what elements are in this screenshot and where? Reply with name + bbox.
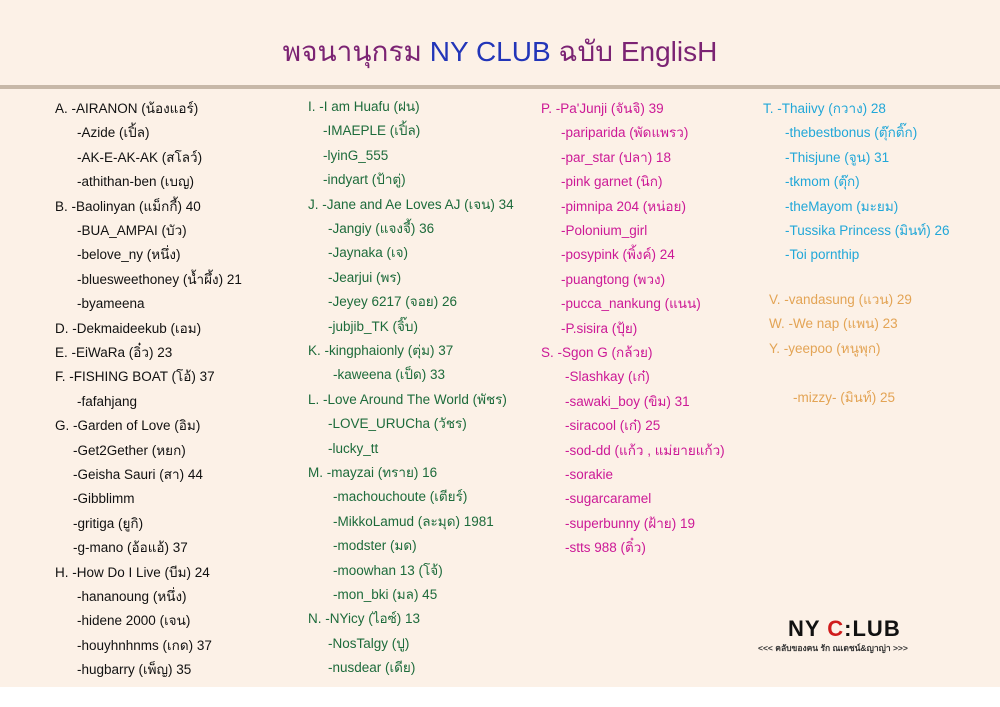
list-item: -BUA_AMPAI (บัว) — [77, 223, 187, 238]
logo-ny: NY — [788, 616, 828, 641]
logo-tagline: <<< คลับของคน รัก ณเดชน์&ญาญ่า >>> — [758, 643, 908, 653]
list-item: E. -EiWaRa (อิ๋ว) 23 — [55, 345, 173, 360]
list-item: N. -NYicy (ไอซ์) 13 — [308, 611, 421, 627]
list-item: -par_star (ปลา) 18 — [561, 149, 671, 165]
list-item: -puangtong (พวง) — [561, 271, 666, 287]
list-item: -mon_bki (มล) 45 — [333, 587, 438, 602]
list-item: -Toi pornthip — [785, 247, 860, 263]
title-bar — [0, 28, 1000, 78]
list-item: B. -Baolinyan (แม็กกี้) 40 — [55, 198, 201, 214]
list-item: A. -AIRANON (น้องแอร์) — [55, 101, 199, 116]
list-item: -stts 988 (ติ๋ว) — [565, 540, 646, 556]
list-item: -lyinG_555 — [323, 147, 389, 163]
list-item: -Get2Gether (หยก) — [73, 442, 186, 458]
ny-club-logo — [758, 616, 938, 654]
list-item: -sugarcaramel — [565, 491, 652, 507]
list-item: -moowhan 13 (โจ้) — [333, 562, 443, 578]
list-item: -pucca_nankung (แนน) — [561, 296, 701, 312]
list-item: -Jeyey 6217 (จอย) 26 — [328, 294, 457, 310]
list-item: -kaweena (เป็ด) 33 — [333, 367, 445, 383]
list-item: -Polonium_girl — [561, 223, 648, 238]
list-item: T. -Thaiivy (กวาง) 28 — [763, 101, 886, 116]
list-item: Y. -yeepoo (หนูพุก) — [769, 340, 881, 356]
list-item: -NosTalgy (ปู) — [328, 635, 410, 651]
list-item: K. -kingphaionly (ตุ่ม) 37 — [308, 343, 454, 358]
list-item: -bluesweethoney (น้ำผึ้ง) 21 — [77, 271, 242, 287]
list-item: S. -Sgon G (กล้วย) — [541, 345, 653, 360]
list-item: -machouchoute (เตียร์) — [333, 489, 468, 505]
list-item: -IMAEPLE (เปิ้ล) — [323, 123, 421, 139]
list-item: -posypink (พิ้งค์) 24 — [561, 247, 675, 263]
title-part-thai: พจนานุกรม — [282, 36, 430, 67]
list-item: -Gibblimm — [73, 491, 135, 507]
list-item: -LOVE_URUCha (วัชร) — [328, 416, 467, 432]
list-item: -pariparida (พัดแพรว) — [561, 125, 689, 141]
title-part-english: ฉบับ EnglisH — [550, 36, 718, 67]
logo-lub: :LUB — [844, 616, 901, 641]
logo-c: C — [827, 616, 845, 641]
list-item: -Thisjune (จูน) 31 — [785, 149, 890, 165]
list-item: -siracool (เก๋) 25 — [565, 418, 661, 434]
list-item: V. -vandasung (แวน) 29 — [769, 292, 912, 307]
list-item: -modster (มด) — [333, 538, 417, 554]
list-item: L. -Love Around The World (พัชร) — [308, 391, 507, 407]
logo-wordmark — [758, 616, 938, 642]
list-item: -hananoung (หนึ่ง) — [77, 589, 187, 604]
list-item: -Slashkay (เก๋) — [565, 369, 650, 385]
list-item: -belove_ny (หนึ่ง) — [77, 247, 181, 263]
list-item: -gritiga (ยูกิ) — [73, 515, 144, 531]
list-item: -MikkoLamud (ละมุด) 1981 — [333, 513, 494, 529]
list-item: D. -Dekmaideekub (เอม) — [55, 320, 202, 336]
list-item: -Jaynaka (เจ) — [328, 245, 409, 261]
list-item: -pink garnet (นิก) — [561, 174, 663, 190]
title-divider — [0, 85, 1000, 89]
list-item: F. -FISHING BOAT (โอ้) 37 — [55, 369, 215, 385]
list-item: I. -I am Huafu (ฝน) — [308, 99, 420, 114]
list-item: H. -How Do I Live (บีม) 24 — [55, 564, 210, 580]
list-item: -athithan-ben (เบญ) — [77, 174, 194, 190]
list-item: -Jearjui (พร) — [328, 269, 402, 285]
list-item: -Azide (เปิ้ล) — [77, 125, 150, 141]
list-item: -nusdear (เดีย) — [328, 660, 416, 676]
list-item: -Tussika Princess (มินท์) 26 — [785, 223, 950, 238]
list-item: -mizzy- (มินท์) 25 — [793, 389, 896, 405]
list-item: -Geisha Sauri (สา) 44 — [73, 467, 203, 482]
list-item: W. -We nap (แพน) 23 — [769, 316, 898, 332]
list-item: -AK-E-AK-AK (สโลว์) — [77, 149, 203, 165]
list-item: -g-mano (อ้อแอ้) 37 — [73, 540, 188, 556]
list-item: -P.sisira (ปุ้ย) — [561, 320, 638, 336]
list-item: -byameena — [77, 296, 145, 312]
list-item: -superbunny (ฝ้าย) 19 — [565, 515, 695, 531]
list-item: -fafahjang — [77, 393, 138, 409]
list-item: -lucky_tt — [328, 440, 379, 456]
list-item: -sorakie — [565, 467, 614, 482]
list-item: -sod-dd (แก้ว , แม่ยายแก้ว) — [565, 442, 725, 458]
list-item: G. -Garden of Love (อิม) — [55, 418, 201, 434]
list-item: -hugbarry (เพ็ญ) 35 — [77, 662, 192, 678]
list-item: -sawaki_boy (ขิม) 31 — [565, 393, 690, 409]
list-item: -jubjib_TK (จิ๊บ) — [328, 318, 418, 334]
list-item: -tkmom (ตุ๊ก) — [785, 174, 860, 190]
list-item: -indyart (ป้าตู่) — [323, 172, 406, 188]
list-item: P. -Pa'Junji (จันจิ) 39 — [541, 101, 664, 116]
title-part-nyclub: NY CLUB — [429, 36, 551, 67]
list-item: -houyhnhnms (เกด) 37 — [77, 637, 212, 653]
list-item: -pimnipa 204 (หน่อย) — [561, 198, 686, 214]
list-item: M. -mayzai (ทราย) 16 — [308, 465, 438, 480]
list-item: -Jangiy (แจงจี้) 36 — [328, 221, 435, 236]
list-item: -hidene 2000 (เจน) — [77, 613, 191, 629]
list-item: -theMayom (มะยม) — [785, 198, 899, 214]
list-item: -thebestbonus (ตุ๊กติ๊ก) — [785, 125, 918, 141]
list-item: J. -Jane and Ae Loves AJ (เจน) 34 — [308, 196, 514, 212]
page-title — [283, 36, 718, 67]
